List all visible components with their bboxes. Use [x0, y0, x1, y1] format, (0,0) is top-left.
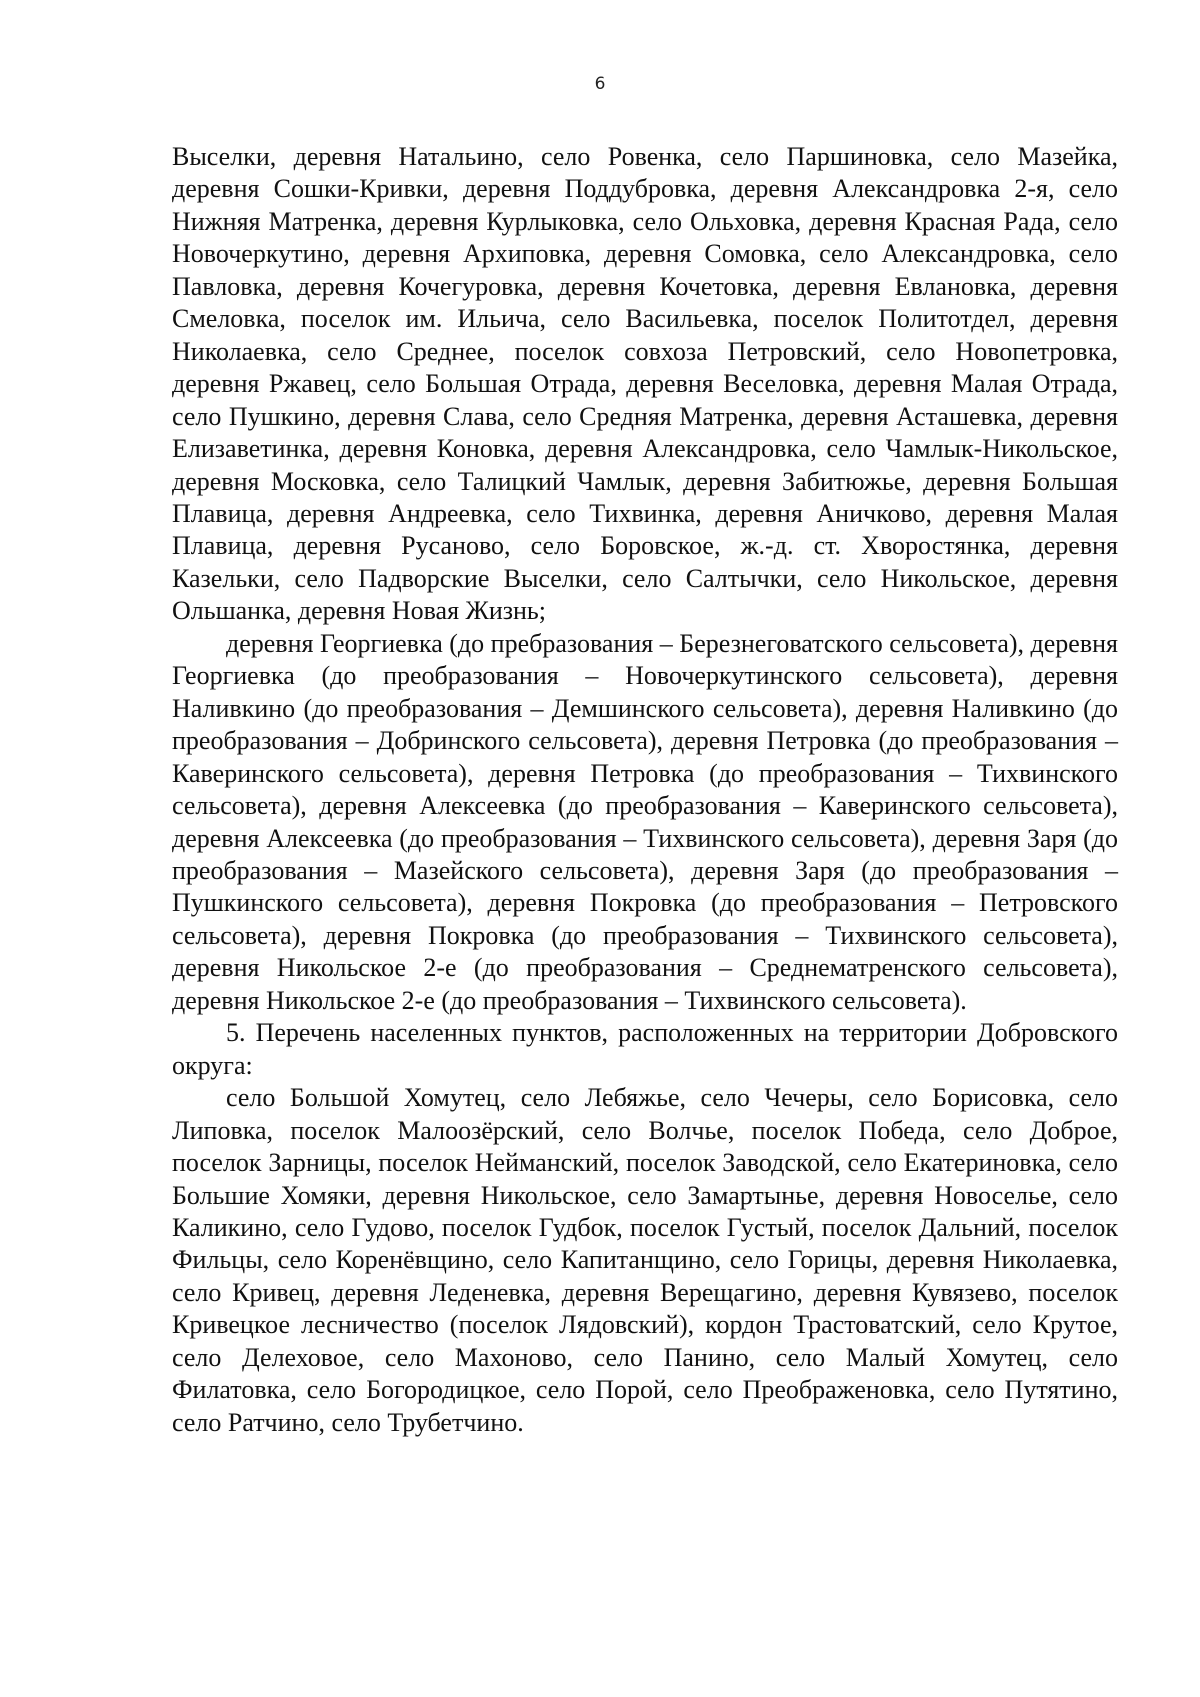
paragraph-dobrovsky-settlements: село Большой Хомутец, село Лебяжье, село Чечеры, село Борисовка, село Липовка, поселок Малоозёрский, село Волчье, поселок Победа, село Доброе, поселок Зарницы, поселок Нейманский, поселок Заводской, село Екатериновка, село Большие Хомяки, деревня Никольское, село Замартынье, деревня Новоселье, село Каликино, село Гудово, поселок Гудбок, поселок Густый, поселок Дальний, поселок Фильцы, село Коренёвщино, село Капитанщино, село Горицы, деревня Николаевка, село Кривец, деревня Леденевка, деревня Верещагино, деревня Кувязево, поселок Кривецкое лесничество (поселок Лядовский), кордон Трастоватский, село Крутое, село Делеховое, село Махоново, село Панино, село Малый Хомутец, село Филатовка, село Богородицкое, село Порой, село Преображеновка, село Путятино, село Ратчино, село Трубетчино. [172, 1083, 1118, 1437]
paragraph-settlements-list-continued: Выселки, деревня Натальино, село Ровенка, село Паршиновка, село Мазейка, деревня Сошки-Кривки, деревня Поддубровка, деревня Александровка 2-я, село Нижняя Матренка, деревня Курлыковка, село Ольховка, деревня Красная Рада, село Новочеркутино, деревня Архиповка, деревня Сомовка, село Александровка, село Павловка, деревня Кочегуровка, деревня Кочетовка, деревня Евлановка, деревня Смеловка, поселок им. Ильича, село Васильевка, поселок Политотдел, деревня Николаевка, село Среднее, поселок совхоза Петровский, село Новопетровка, деревня Ржавец, село Большая Отрада, деревня Веселовка, деревня Малая Отрада, село Пушкино, деревня Слава, село Средняя Матренка, деревня Асташевка, деревня Елизаветинка, деревня Коновка, деревня Александровка, село Чамлык-Никольское, деревня Московка, село Талицкий Чамлык, деревня Забитюжье, деревня Большая Плавица, деревня Андреевка, село Тихвинка, деревня Аничково, деревня Малая Плавица, деревня Русаново, село Боровское, ж.-д. ст. Хворостянка, деревня Казельки, село Падворские Выселки, село Салтычки, село Никольское, деревня Ольшанка, деревня Новая Жизнь; [172, 142, 1118, 626]
paragraph-section-5-heading: 5. Перечень населенных пунктов, расположенных на территории Добровского округа: [172, 1018, 1118, 1080]
document-body [172, 141, 1118, 1439]
page-number: 6 [594, 74, 606, 94]
paragraph-villages-before-transformation: деревня Георгиевка (до пребразования – Березнеговатского сельсовета), деревня Георгиевка (до преобразования – Новочеркутинского сельсовета), деревня Наливкино (до преобразования – Демшинского сельсовета), деревня Наливкино (до преобразования – Добринского сельсовета), деревня Петровка (до преобразования – Каверинского сельсовета), деревня Петровка (до преобразования – Тихвинского сельсовета), деревня Алексеевка (до преобразования – Каверинского сельсовета), деревня Алексеевка (до преобразования – Тихвинского сельсовета), деревня Заря (до преобразования – Мазейского сельсовета), деревня Заря (до преобразования – Пушкинского сельсовета), деревня Покровка (до преобразования – Петровского сельсовета), деревня Покровка (до преобразования – Тихвинского сельсовета), деревня Никольское 2-е (до преобразования – Среднематренского сельсовета), деревня Никольское 2-е (до преобразования – Тихвинского сельсовета). [172, 628, 1118, 1015]
